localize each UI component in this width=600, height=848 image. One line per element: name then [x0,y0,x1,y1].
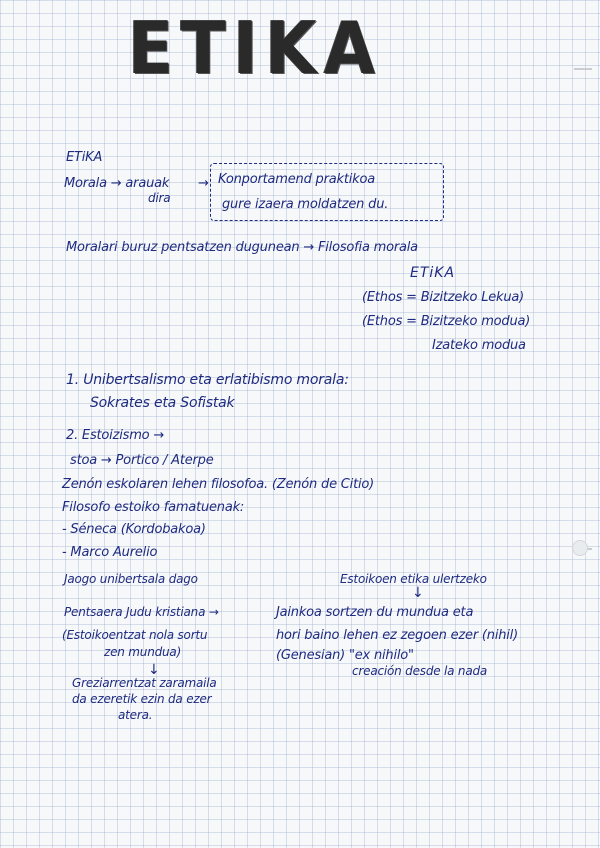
estoikoentzat-line-1: (Estoikoentzat nola sortu [62,628,208,642]
estoikoen-line: Estoikoen etika ulertzeko [340,572,487,586]
page-title: ETIKA [128,6,383,90]
jainkoa-line-2: hori baino lehen ez zegoen ezer (nihil) [276,628,518,643]
greziar-line-1: Greziarrentzat zaramaila [72,676,217,690]
greziar-line-2: da ezeretik ezin da ezer [72,692,212,706]
stoa-line: stoa → Portico / Aterpe [70,453,214,468]
dira-word: dira [148,191,171,205]
ethos-place: (Ethos = Bizitzeko Lekua) [362,290,525,305]
etika-heading-2: ETiKA [410,265,456,281]
arrow-down-icon: ↓ [412,585,424,601]
box-arrow: → [198,176,209,191]
moralari-line: Moralari buruz pentsatzen dugunean → Filosofia morala [66,240,418,255]
estoikoentzat-line-2: zen mundua) [104,645,182,659]
filosofo-line: Filosofo estoiko famatuenak: [62,500,245,515]
creacion-line: creación desde la nada [352,664,488,678]
box-line-1: Konportamend praktikoa [218,172,376,187]
point-2-title: 2. Estoizismo → [66,428,165,443]
binder-hole [572,540,588,556]
box-line-2: gure izaera moldatzen du. [222,197,389,212]
jainkoa-line-1: Jainkoa sortzen du mundua eta [276,605,474,620]
etika-label: ETiKA [66,150,103,165]
marco-line: - Marco Aurelio [62,545,158,560]
margin-mark [574,68,592,70]
seneca-line: - Séneca (Kordobakoa) [62,522,206,537]
point-1-sub: Sokrates eta Sofistak [90,395,235,411]
point-1-title: 1. Unibertsalismo eta erlatibismo morala: [66,372,349,388]
genesian-line: (Genesian) "ex nihilo" [276,648,414,663]
arrow-down-icon: ↓ [148,662,160,678]
greziar-line-3: atera. [118,708,153,722]
izateko-modua: Izateko modua [432,338,526,353]
pentsaera-line: Pentsaera Judu kristiana → [64,605,219,619]
morala-line: Morala → arauak [64,176,170,191]
ethos-mode: (Ethos = Bizitzeko modua) [362,314,531,329]
jaogo-line: Jaogo unibertsala dago [64,572,198,586]
zenon-line: Zenón eskolaren lehen filosofoa. (Zenón de Citio) [62,477,375,492]
